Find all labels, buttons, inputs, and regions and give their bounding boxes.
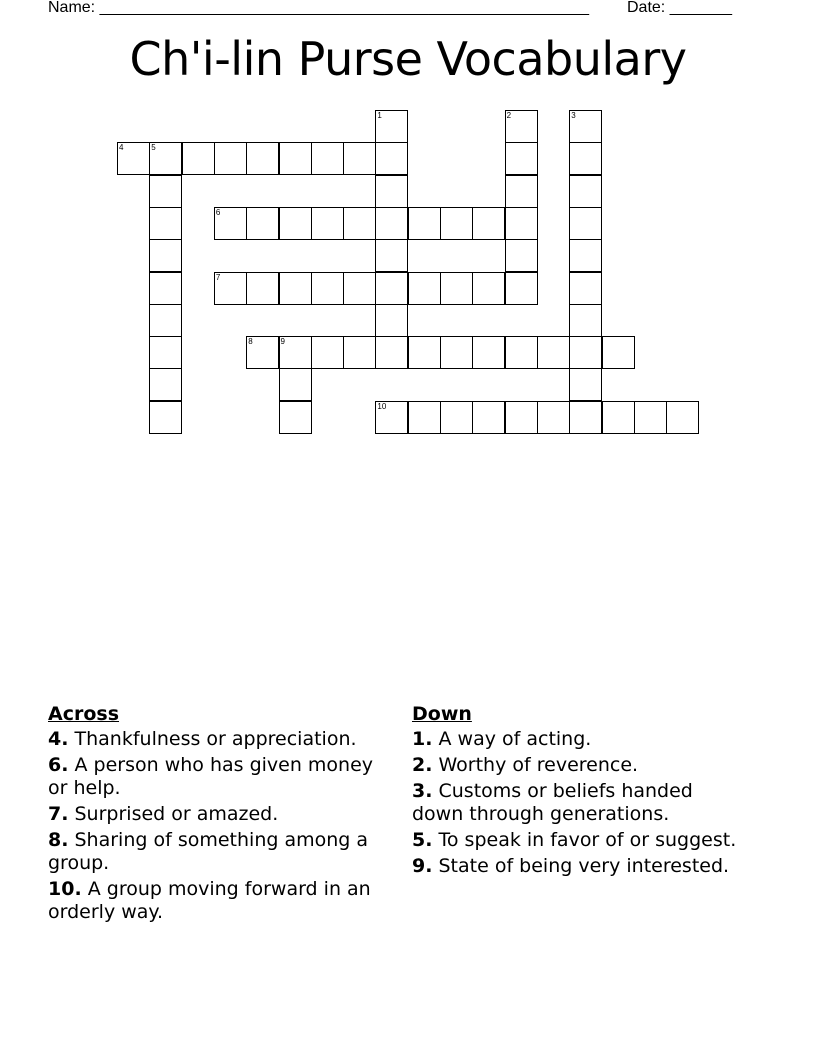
grid-cell[interactable] — [472, 272, 505, 305]
across-clue — [48, 878, 383, 924]
clue-text: To speak in favor of or suggest. — [438, 829, 737, 851]
grid-cell[interactable] — [149, 336, 182, 369]
cell-number: 6 — [215, 207, 221, 217]
grid-cell[interactable] — [408, 272, 441, 305]
grid-cell[interactable] — [602, 401, 635, 434]
grid-cell[interactable] — [149, 239, 182, 272]
date-line: Date: _______ — [627, 0, 732, 16]
grid-cell[interactable] — [505, 175, 538, 208]
grid-cell[interactable] — [149, 401, 182, 434]
down-clue — [412, 780, 742, 826]
grid-cell[interactable] — [149, 207, 182, 240]
grid-cell[interactable] — [505, 142, 538, 175]
grid-cell[interactable] — [311, 207, 344, 240]
grid-cell[interactable] — [375, 110, 408, 143]
grid-cell[interactable] — [246, 336, 279, 369]
clue-text: Worthy of reverence. — [438, 754, 639, 776]
grid-cell[interactable] — [472, 336, 505, 369]
grid-cell[interactable] — [408, 207, 441, 240]
grid-cell[interactable] — [375, 207, 408, 240]
grid-cell[interactable] — [343, 142, 376, 175]
name-line: Name: _______________________________________________________ — [48, 0, 589, 16]
clue-text: Sharing of something among a group. — [48, 829, 369, 874]
grid-cell[interactable] — [182, 142, 215, 175]
down-clue — [412, 728, 742, 751]
grid-cell[interactable] — [440, 401, 473, 434]
grid-cell[interactable] — [279, 368, 312, 401]
grid-cell[interactable] — [375, 304, 408, 337]
down-clue — [412, 754, 742, 777]
cell-number: 7 — [215, 272, 221, 282]
grid-cell[interactable] — [569, 239, 602, 272]
grid-cell[interactable] — [408, 401, 441, 434]
clue-text: A way of acting. — [438, 728, 592, 750]
grid-cell[interactable] — [472, 401, 505, 434]
grid-cell[interactable] — [214, 272, 247, 305]
clue-number: 5. — [412, 829, 433, 851]
grid-cell[interactable] — [311, 272, 344, 305]
across-clue — [48, 803, 383, 826]
grid-cell[interactable] — [279, 336, 312, 369]
grid-cell[interactable] — [279, 142, 312, 175]
grid-cell[interactable] — [279, 401, 312, 434]
clue-number: 8. — [48, 829, 69, 851]
grid-cell[interactable] — [375, 142, 408, 175]
clue-number: 4. — [48, 728, 69, 750]
grid-cell[interactable] — [537, 401, 570, 434]
grid-cell[interactable] — [569, 272, 602, 305]
grid-cell[interactable] — [279, 272, 312, 305]
cell-number: 9 — [280, 337, 285, 347]
down-clues — [412, 703, 742, 881]
grid-cell[interactable] — [311, 142, 344, 175]
clue-number: 2. — [412, 754, 433, 776]
grid-cell[interactable] — [214, 207, 247, 240]
across-clue — [48, 754, 383, 800]
across-clue — [48, 829, 383, 875]
grid-cell[interactable] — [602, 336, 635, 369]
grid-cell[interactable] — [505, 336, 538, 369]
grid-cell[interactable] — [343, 336, 376, 369]
grid-cell[interactable] — [343, 207, 376, 240]
grid-cell[interactable] — [375, 175, 408, 208]
clue-number: 9. — [412, 855, 433, 877]
grid-cell[interactable] — [569, 336, 602, 369]
clue-text: A group moving forward in an orderly way. — [48, 878, 371, 923]
down-clue — [412, 855, 742, 878]
clue-text: State of being very interested. — [438, 855, 730, 877]
grid-cell[interactable] — [246, 207, 279, 240]
grid-cell[interactable] — [472, 207, 505, 240]
grid-cell[interactable] — [505, 110, 538, 143]
crossword-grid — [0, 0, 816, 450]
across-clue — [48, 728, 383, 751]
grid-cell[interactable] — [149, 304, 182, 337]
clue-number: 7. — [48, 803, 69, 825]
clue-text: A person who has given money or help. — [48, 754, 374, 799]
grid-cell[interactable] — [569, 175, 602, 208]
cell-number: 10 — [377, 401, 387, 411]
clue-text: Thankfulness or appreciation. — [74, 728, 357, 750]
grid-cell[interactable] — [279, 207, 312, 240]
clue-number: 6. — [48, 754, 69, 776]
cell-number: 3 — [571, 111, 576, 120]
cell-number: 4 — [119, 143, 124, 153]
clue-number: 1. — [412, 728, 433, 750]
across-clues — [48, 703, 383, 927]
clue-text: Surprised or amazed. — [74, 803, 279, 825]
grid-cell[interactable] — [375, 401, 408, 434]
grid-cell[interactable] — [537, 336, 570, 369]
grid-cell[interactable] — [214, 142, 247, 175]
grid-cell[interactable] — [149, 368, 182, 401]
grid-cell[interactable] — [117, 142, 150, 175]
grid-cell[interactable] — [505, 207, 538, 240]
cell-number: 5 — [151, 143, 156, 153]
clue-number: 10. — [48, 878, 82, 900]
grid-cell[interactable] — [569, 304, 602, 337]
grid-cell[interactable] — [666, 401, 699, 434]
cell-number: 1 — [377, 111, 382, 120]
grid-cell[interactable] — [505, 401, 538, 434]
cell-number: 8 — [248, 337, 253, 347]
grid-cell[interactable] — [149, 142, 182, 175]
grid-cell[interactable] — [569, 207, 602, 240]
clue-text: Customs or beliefs handed down through generations. — [412, 780, 693, 825]
clue-number: 3. — [412, 780, 433, 802]
grid-cell[interactable] — [408, 336, 441, 369]
grid-cell[interactable] — [311, 336, 344, 369]
grid-cell[interactable] — [505, 272, 538, 305]
grid-cell[interactable] — [505, 239, 538, 272]
across-heading: Across — [48, 703, 120, 725]
cell-number: 2 — [506, 111, 512, 120]
grid-cell[interactable] — [634, 401, 667, 434]
page-title: Ch'i-lin Purse Vocabulary — [129, 32, 687, 86]
grid-cell[interactable] — [149, 272, 182, 305]
grid-cell[interactable] — [343, 272, 376, 305]
down-heading: Down — [412, 703, 472, 725]
grid-cell[interactable] — [440, 272, 473, 305]
down-clue — [412, 829, 742, 852]
grid-cell[interactable] — [375, 336, 408, 369]
grid-cell[interactable] — [569, 401, 602, 434]
grid-cell[interactable] — [375, 239, 408, 272]
grid-cell[interactable] — [569, 142, 602, 175]
grid-cell[interactable] — [149, 175, 182, 208]
grid-cell[interactable] — [375, 272, 408, 305]
grid-cell[interactable] — [440, 336, 473, 369]
grid-cell[interactable] — [440, 207, 473, 240]
grid-cell[interactable] — [246, 142, 279, 175]
grid-cell[interactable] — [569, 110, 602, 143]
grid-cell[interactable] — [246, 272, 279, 305]
grid-cell[interactable] — [569, 368, 602, 401]
